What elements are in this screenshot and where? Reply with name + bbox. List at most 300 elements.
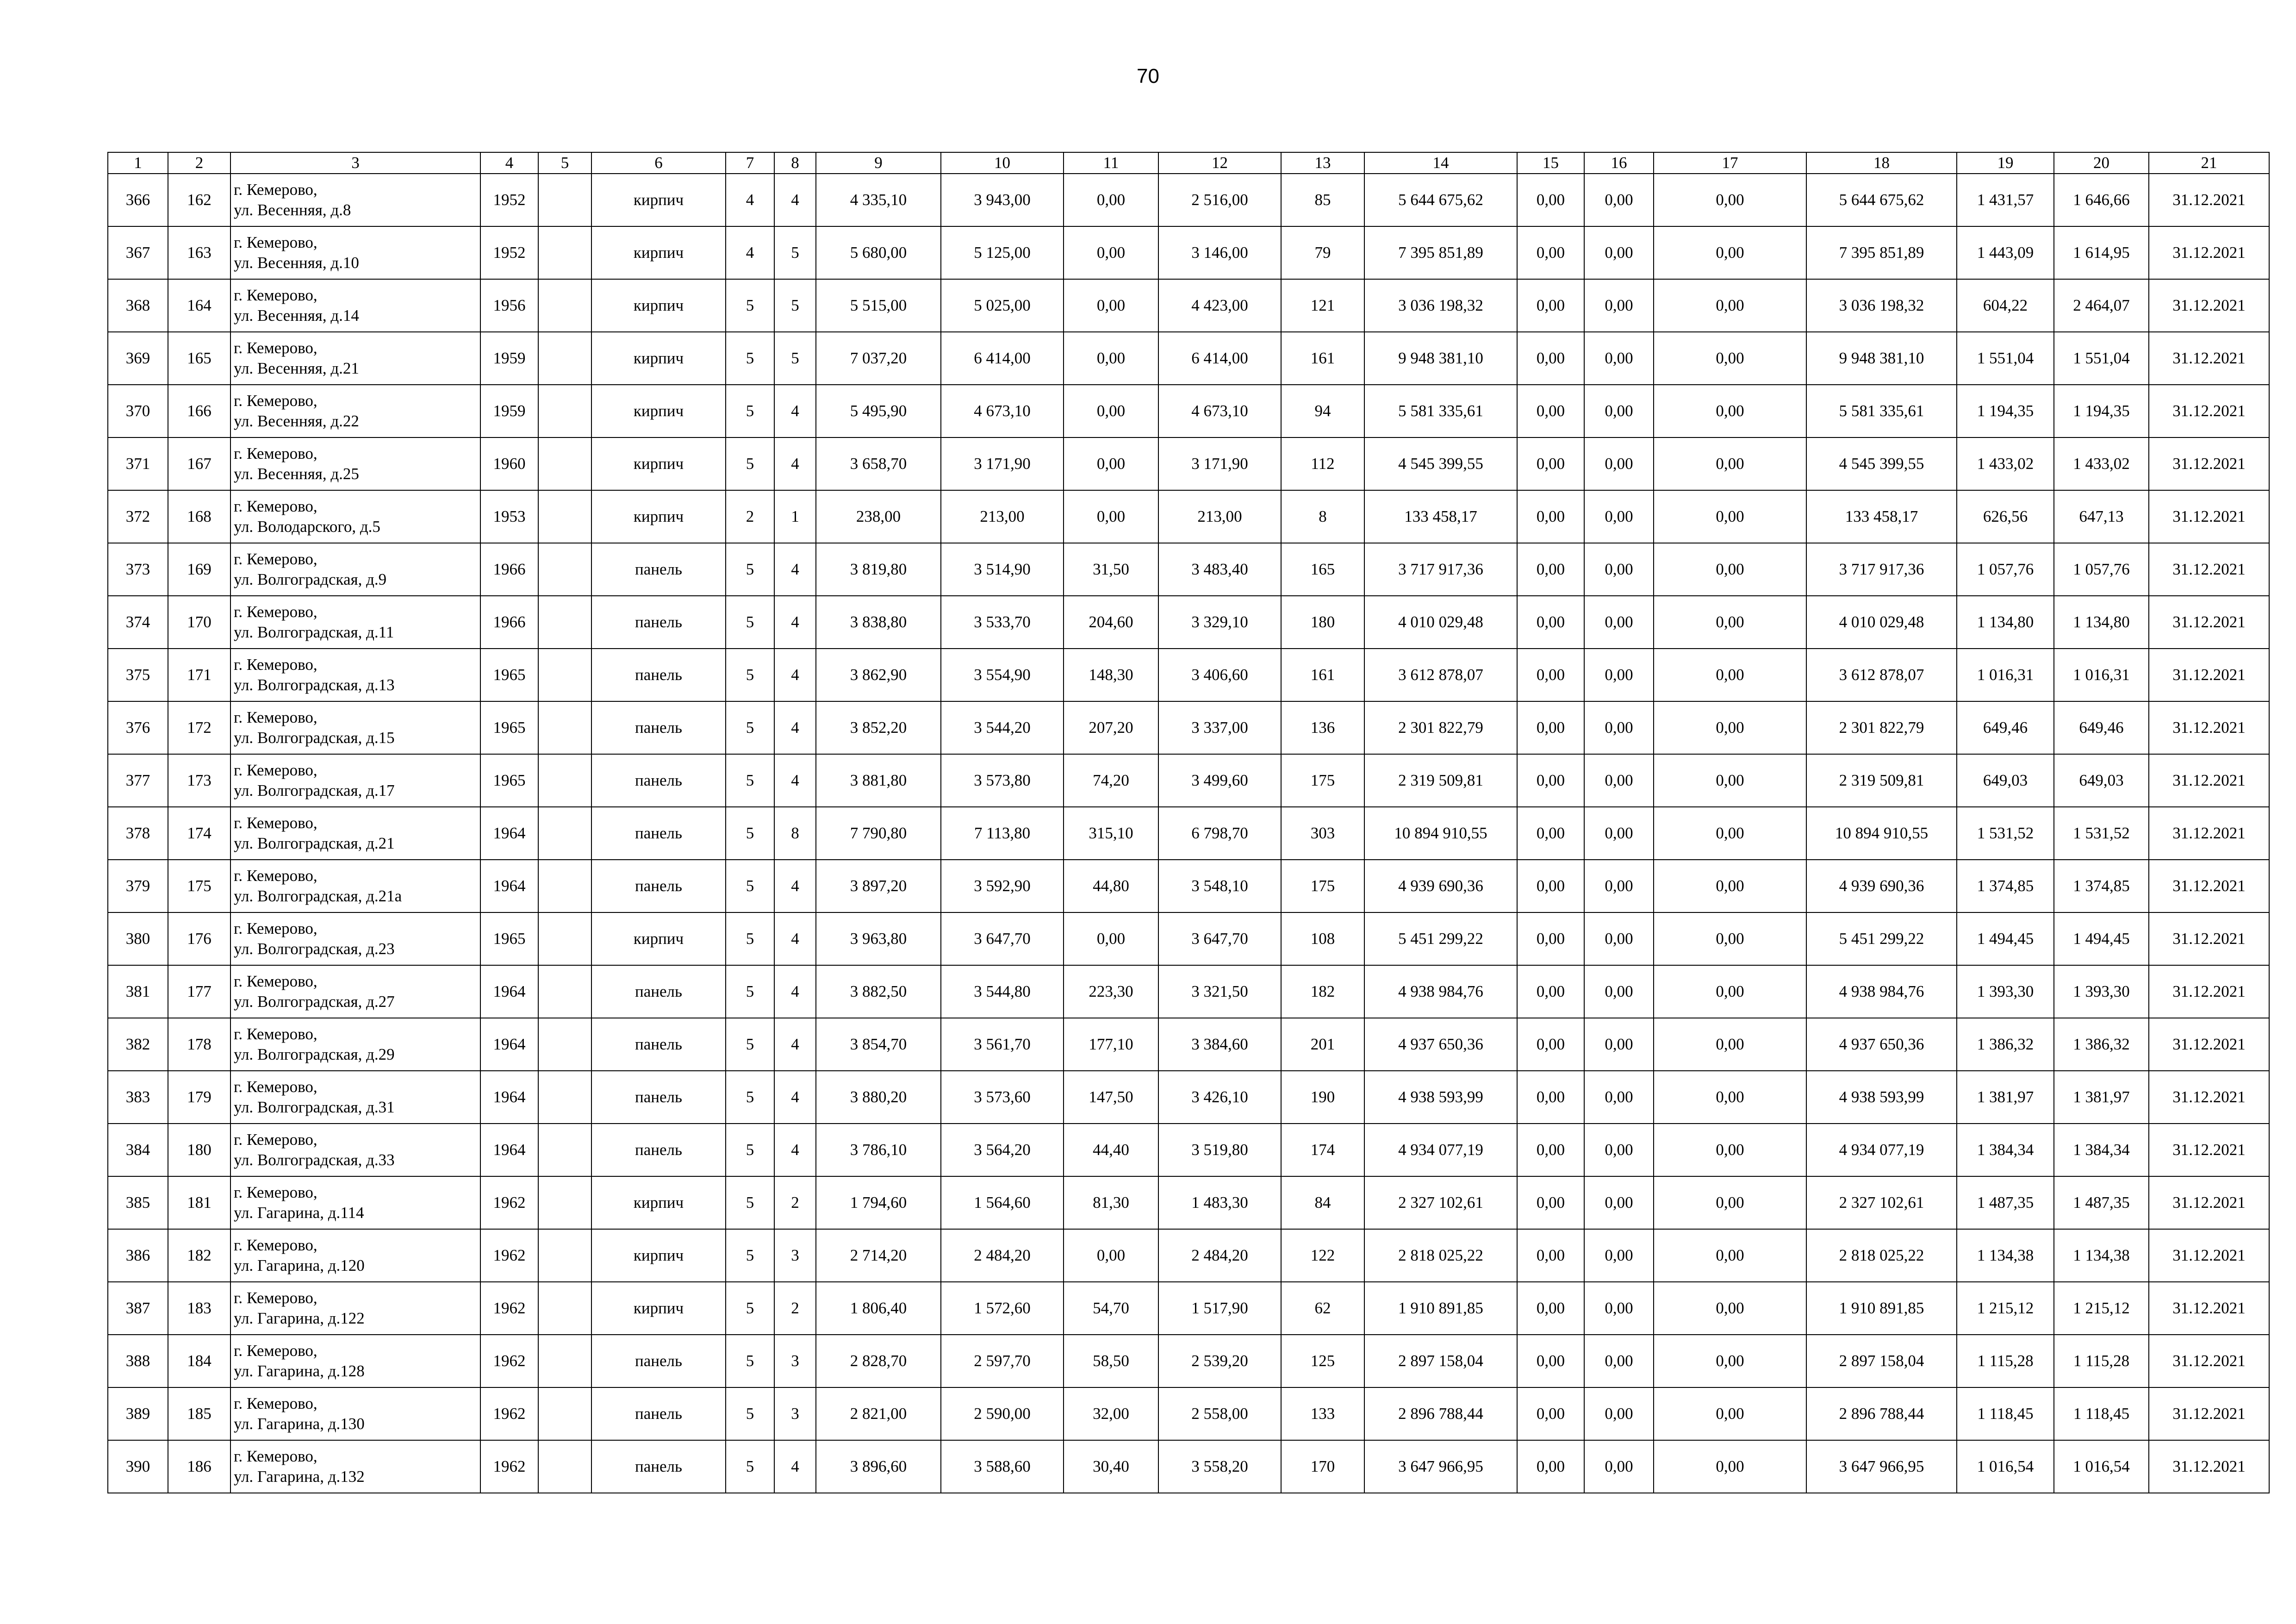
year-built-cell: 1953 — [480, 490, 538, 543]
column-19-cell: 1 431,57 — [1957, 174, 2054, 226]
column-9-cell: 3 880,20 — [816, 1071, 941, 1124]
column-18-cell: 2 319 509,81 — [1806, 754, 1957, 807]
column-16-cell: 0,00 — [1584, 437, 1654, 490]
column-17-cell: 0,00 — [1654, 1387, 1806, 1440]
column-5-cell — [538, 385, 591, 437]
house-id-cell: 177 — [168, 965, 230, 1018]
column-10-cell: 5 125,00 — [941, 226, 1064, 279]
row-number-cell: 383 — [108, 1071, 168, 1124]
column-9-cell: 3 897,20 — [816, 860, 941, 912]
column-13-cell: 122 — [1281, 1229, 1364, 1282]
column-18-cell: 5 451 299,22 — [1806, 912, 1957, 965]
column-17-cell: 0,00 — [1654, 1071, 1806, 1124]
column-header: 13 — [1281, 152, 1364, 174]
year-built-cell: 1964 — [480, 1124, 538, 1176]
column-11-cell: 30,40 — [1064, 1440, 1158, 1493]
column-9-cell: 3 896,60 — [816, 1440, 941, 1493]
column-19-cell: 1 531,52 — [1957, 807, 2054, 860]
address-street: ул. Весенняя, д.22 — [234, 412, 359, 430]
address-cell — [230, 1229, 480, 1282]
row-number-cell: 379 — [108, 860, 168, 912]
floors-cell: 5 — [726, 1229, 774, 1282]
table-row — [108, 385, 2269, 437]
table-row — [108, 1229, 2269, 1282]
floors-cell: 5 — [726, 1018, 774, 1071]
row-number-cell: 373 — [108, 543, 168, 596]
column-12-cell: 3 329,10 — [1158, 596, 1281, 649]
column-19-cell: 1 118,45 — [1957, 1387, 2054, 1440]
column-20-cell: 1 551,04 — [2054, 332, 2149, 385]
column-18-cell: 3 036 198,32 — [1806, 279, 1957, 332]
house-id-cell: 182 — [168, 1229, 230, 1282]
table-row — [108, 1071, 2269, 1124]
column-19-cell: 1 134,38 — [1957, 1229, 2054, 1282]
column-14-cell: 4 010 029,48 — [1364, 596, 1517, 649]
column-18-cell: 3 612 878,07 — [1806, 649, 1957, 701]
column-14-cell: 5 581 335,61 — [1364, 385, 1517, 437]
column-15-cell: 0,00 — [1517, 1071, 1584, 1124]
address-cell — [230, 965, 480, 1018]
column-12-cell: 6 414,00 — [1158, 332, 1281, 385]
date-cell: 31.12.2021 — [2149, 437, 2269, 490]
column-12-cell: 1 517,90 — [1158, 1282, 1281, 1335]
house-id-cell: 170 — [168, 596, 230, 649]
wall-material-cell: панель — [591, 807, 726, 860]
year-built-cell: 1952 — [480, 226, 538, 279]
row-number-cell: 374 — [108, 596, 168, 649]
address-cell — [230, 279, 480, 332]
column-19-cell: 1 115,28 — [1957, 1335, 2054, 1387]
table-row — [108, 279, 2269, 332]
column-13-cell: 174 — [1281, 1124, 1364, 1176]
floors-cell: 5 — [726, 385, 774, 437]
wall-material-cell: кирпич — [591, 912, 726, 965]
column-9-cell: 3 838,80 — [816, 596, 941, 649]
wall-material-cell: кирпич — [591, 332, 726, 385]
column-18-cell: 7 395 851,89 — [1806, 226, 1957, 279]
table-row — [108, 174, 2269, 226]
entrances-cell: 4 — [774, 1440, 816, 1493]
column-17-cell: 0,00 — [1654, 437, 1806, 490]
column-16-cell: 0,00 — [1584, 543, 1654, 596]
column-11-cell: 32,00 — [1064, 1387, 1158, 1440]
column-14-cell: 2 301 822,79 — [1364, 701, 1517, 754]
column-19-cell: 1 016,54 — [1957, 1440, 2054, 1493]
wall-material-cell: панель — [591, 1440, 726, 1493]
address-city: г. Кемерово, — [234, 1183, 317, 1201]
column-18-cell: 5 644 675,62 — [1806, 174, 1957, 226]
entrances-cell: 2 — [774, 1282, 816, 1335]
column-16-cell: 0,00 — [1584, 385, 1654, 437]
date-cell: 31.12.2021 — [2149, 965, 2269, 1018]
column-9-cell: 7 790,80 — [816, 807, 941, 860]
table-row — [108, 1335, 2269, 1387]
column-15-cell: 0,00 — [1517, 754, 1584, 807]
column-18-cell: 3 647 966,95 — [1806, 1440, 1957, 1493]
address-street: ул. Волгоградская, д.11 — [234, 623, 394, 641]
column-12-cell: 3 647,70 — [1158, 912, 1281, 965]
column-20-cell: 649,46 — [2054, 701, 2149, 754]
address-street: ул. Гагарина, д.120 — [234, 1256, 365, 1274]
floors-cell: 5 — [726, 332, 774, 385]
table-row — [108, 965, 2269, 1018]
column-5-cell — [538, 1387, 591, 1440]
row-number-cell: 371 — [108, 437, 168, 490]
year-built-cell: 1959 — [480, 332, 538, 385]
column-15-cell: 0,00 — [1517, 437, 1584, 490]
column-19-cell: 1 057,76 — [1957, 543, 2054, 596]
row-number-cell: 366 — [108, 174, 168, 226]
column-10-cell: 2 484,20 — [941, 1229, 1064, 1282]
column-11-cell: 204,60 — [1064, 596, 1158, 649]
row-number-cell: 385 — [108, 1176, 168, 1229]
table-row — [108, 596, 2269, 649]
year-built-cell: 1959 — [480, 385, 538, 437]
column-20-cell: 1 381,97 — [2054, 1071, 2149, 1124]
column-10-cell: 3 171,90 — [941, 437, 1064, 490]
column-12-cell: 6 798,70 — [1158, 807, 1281, 860]
column-10-cell: 3 647,70 — [941, 912, 1064, 965]
column-5-cell — [538, 596, 591, 649]
address-street: ул. Весенняя, д.14 — [234, 306, 359, 325]
column-17-cell: 0,00 — [1654, 226, 1806, 279]
year-built-cell: 1962 — [480, 1335, 538, 1387]
house-id-cell: 180 — [168, 1124, 230, 1176]
column-17-cell: 0,00 — [1654, 1440, 1806, 1493]
address-city: г. Кемерово, — [234, 550, 317, 568]
house-id-cell: 164 — [168, 279, 230, 332]
column-19-cell: 1 443,09 — [1957, 226, 2054, 279]
table-row — [108, 649, 2269, 701]
address-cell — [230, 1335, 480, 1387]
column-17-cell: 0,00 — [1654, 174, 1806, 226]
floors-cell: 4 — [726, 174, 774, 226]
house-id-cell: 162 — [168, 174, 230, 226]
column-header: 21 — [2149, 152, 2269, 174]
row-number-cell: 388 — [108, 1335, 168, 1387]
column-17-cell: 0,00 — [1654, 1282, 1806, 1335]
row-number-cell: 389 — [108, 1387, 168, 1440]
column-19-cell: 1 386,32 — [1957, 1018, 2054, 1071]
column-14-cell: 2 818 025,22 — [1364, 1229, 1517, 1282]
column-5-cell — [538, 701, 591, 754]
column-15-cell: 0,00 — [1517, 490, 1584, 543]
column-header: 19 — [1957, 152, 2054, 174]
address-cell — [230, 1387, 480, 1440]
entrances-cell: 3 — [774, 1387, 816, 1440]
house-id-cell: 174 — [168, 807, 230, 860]
address-cell — [230, 1176, 480, 1229]
column-11-cell: 0,00 — [1064, 912, 1158, 965]
column-17-cell: 0,00 — [1654, 332, 1806, 385]
column-20-cell: 1 386,32 — [2054, 1018, 2149, 1071]
column-14-cell: 3 036 198,32 — [1364, 279, 1517, 332]
table-row — [108, 1018, 2269, 1071]
column-16-cell: 0,00 — [1584, 332, 1654, 385]
column-15-cell: 0,00 — [1517, 1176, 1584, 1229]
column-20-cell: 647,13 — [2054, 490, 2149, 543]
column-5-cell — [538, 860, 591, 912]
column-header: 9 — [816, 152, 941, 174]
column-12-cell: 3 483,40 — [1158, 543, 1281, 596]
house-id-cell: 178 — [168, 1018, 230, 1071]
column-10-cell: 3 573,60 — [941, 1071, 1064, 1124]
column-10-cell: 4 673,10 — [941, 385, 1064, 437]
column-19-cell: 1 134,80 — [1957, 596, 2054, 649]
column-5-cell — [538, 279, 591, 332]
column-5-cell — [538, 754, 591, 807]
entrances-cell: 4 — [774, 1071, 816, 1124]
date-cell: 31.12.2021 — [2149, 807, 2269, 860]
column-5-cell — [538, 543, 591, 596]
address-cell — [230, 649, 480, 701]
column-17-cell: 0,00 — [1654, 490, 1806, 543]
entrances-cell: 2 — [774, 1176, 816, 1229]
column-10-cell: 3 943,00 — [941, 174, 1064, 226]
column-17-cell: 0,00 — [1654, 1018, 1806, 1071]
column-number-row — [108, 152, 2269, 174]
column-11-cell: 0,00 — [1064, 226, 1158, 279]
year-built-cell: 1964 — [480, 1071, 538, 1124]
year-built-cell: 1962 — [480, 1387, 538, 1440]
column-9-cell: 3 852,20 — [816, 701, 941, 754]
address-city: г. Кемерово, — [234, 1025, 317, 1043]
column-17-cell: 0,00 — [1654, 649, 1806, 701]
column-18-cell: 4 938 984,76 — [1806, 965, 1957, 1018]
address-street: ул. Володарского, д.5 — [234, 518, 380, 536]
house-id-cell: 183 — [168, 1282, 230, 1335]
address-city: г. Кемерово, — [234, 867, 317, 885]
year-built-cell: 1952 — [480, 174, 538, 226]
column-10-cell: 1 572,60 — [941, 1282, 1064, 1335]
column-15-cell: 0,00 — [1517, 279, 1584, 332]
column-9-cell: 3 963,80 — [816, 912, 941, 965]
date-cell: 31.12.2021 — [2149, 385, 2269, 437]
column-13-cell: 161 — [1281, 332, 1364, 385]
address-street: ул. Гагарина, д.128 — [234, 1362, 365, 1380]
address-cell — [230, 543, 480, 596]
column-9-cell: 3 819,80 — [816, 543, 941, 596]
column-16-cell: 0,00 — [1584, 701, 1654, 754]
house-id-cell: 172 — [168, 701, 230, 754]
column-20-cell: 1 384,34 — [2054, 1124, 2149, 1176]
column-19-cell: 1 381,97 — [1957, 1071, 2054, 1124]
column-12-cell: 2 539,20 — [1158, 1335, 1281, 1387]
address-city: г. Кемерово, — [234, 1236, 317, 1254]
column-9-cell: 3 882,50 — [816, 965, 941, 1018]
column-14-cell: 5 644 675,62 — [1364, 174, 1517, 226]
column-9-cell: 1 806,40 — [816, 1282, 941, 1335]
column-14-cell: 133 458,17 — [1364, 490, 1517, 543]
column-11-cell: 0,00 — [1064, 1229, 1158, 1282]
column-10-cell: 2 590,00 — [941, 1387, 1064, 1440]
column-20-cell: 1 374,85 — [2054, 860, 2149, 912]
column-5-cell — [538, 226, 591, 279]
column-13-cell: 125 — [1281, 1335, 1364, 1387]
date-cell: 31.12.2021 — [2149, 860, 2269, 912]
column-12-cell: 1 483,30 — [1158, 1176, 1281, 1229]
address-cell — [230, 1071, 480, 1124]
date-cell: 31.12.2021 — [2149, 649, 2269, 701]
column-header: 2 — [168, 152, 230, 174]
column-17-cell: 0,00 — [1654, 1124, 1806, 1176]
entrances-cell: 4 — [774, 1124, 816, 1176]
column-15-cell: 0,00 — [1517, 1229, 1584, 1282]
year-built-cell: 1966 — [480, 596, 538, 649]
row-number-cell: 372 — [108, 490, 168, 543]
column-20-cell: 1 134,38 — [2054, 1229, 2149, 1282]
column-20-cell: 1 057,76 — [2054, 543, 2149, 596]
house-id-cell: 167 — [168, 437, 230, 490]
column-header: 7 — [726, 152, 774, 174]
year-built-cell: 1964 — [480, 965, 538, 1018]
column-10-cell: 3 564,20 — [941, 1124, 1064, 1176]
column-14-cell: 2 896 788,44 — [1364, 1387, 1517, 1440]
column-15-cell: 0,00 — [1517, 226, 1584, 279]
column-20-cell: 1 393,30 — [2054, 965, 2149, 1018]
column-18-cell: 4 938 593,99 — [1806, 1071, 1957, 1124]
column-10-cell: 2 597,70 — [941, 1335, 1064, 1387]
column-12-cell: 2 558,00 — [1158, 1387, 1281, 1440]
column-15-cell: 0,00 — [1517, 1282, 1584, 1335]
column-5-cell — [538, 807, 591, 860]
column-12-cell: 3 426,10 — [1158, 1071, 1281, 1124]
address-city: г. Кемерово, — [234, 919, 317, 937]
wall-material-cell: кирпич — [591, 279, 726, 332]
column-19-cell: 626,56 — [1957, 490, 2054, 543]
wall-material-cell: панель — [591, 596, 726, 649]
year-built-cell: 1962 — [480, 1282, 538, 1335]
row-number-cell: 386 — [108, 1229, 168, 1282]
column-16-cell: 0,00 — [1584, 1282, 1654, 1335]
column-16-cell: 0,00 — [1584, 965, 1654, 1018]
address-city: г. Кемерово, — [234, 392, 317, 410]
column-11-cell: 0,00 — [1064, 332, 1158, 385]
house-id-cell: 166 — [168, 385, 230, 437]
address-street: ул. Волгоградская, д.29 — [234, 1045, 395, 1063]
row-number-cell: 377 — [108, 754, 168, 807]
entrances-cell: 4 — [774, 437, 816, 490]
address-cell — [230, 1018, 480, 1071]
floors-cell: 5 — [726, 965, 774, 1018]
column-10-cell: 3 561,70 — [941, 1018, 1064, 1071]
column-13-cell: 175 — [1281, 860, 1364, 912]
column-20-cell: 2 464,07 — [2054, 279, 2149, 332]
floors-cell: 5 — [726, 1071, 774, 1124]
column-13-cell: 165 — [1281, 543, 1364, 596]
entrances-cell: 4 — [774, 912, 816, 965]
column-header: 6 — [591, 152, 726, 174]
floors-cell: 5 — [726, 1176, 774, 1229]
column-5-cell — [538, 332, 591, 385]
column-20-cell: 1 614,95 — [2054, 226, 2149, 279]
date-cell: 31.12.2021 — [2149, 226, 2269, 279]
column-9-cell: 3 854,70 — [816, 1018, 941, 1071]
address-city: г. Кемерово, — [234, 1447, 317, 1465]
column-9-cell: 3 862,90 — [816, 649, 941, 701]
address-city: г. Кемерово, — [234, 339, 317, 357]
entrances-cell: 8 — [774, 807, 816, 860]
address-street: ул. Гагарина, д.130 — [234, 1415, 365, 1433]
column-13-cell: 121 — [1281, 279, 1364, 332]
entrances-cell: 4 — [774, 385, 816, 437]
column-15-cell: 0,00 — [1517, 385, 1584, 437]
row-number-cell: 382 — [108, 1018, 168, 1071]
column-header: 10 — [941, 152, 1064, 174]
column-20-cell: 1 215,12 — [2054, 1282, 2149, 1335]
column-5-cell — [538, 437, 591, 490]
column-header: 11 — [1064, 152, 1158, 174]
column-11-cell: 223,30 — [1064, 965, 1158, 1018]
column-header: 3 — [230, 152, 480, 174]
column-header: 1 — [108, 152, 168, 174]
table-row — [108, 1387, 2269, 1440]
column-5-cell — [538, 174, 591, 226]
column-13-cell: 175 — [1281, 754, 1364, 807]
column-16-cell: 0,00 — [1584, 807, 1654, 860]
column-14-cell: 5 451 299,22 — [1364, 912, 1517, 965]
table-row — [108, 1176, 2269, 1229]
column-header: 4 — [480, 152, 538, 174]
column-12-cell: 4 673,10 — [1158, 385, 1281, 437]
column-14-cell: 10 894 910,55 — [1364, 807, 1517, 860]
column-16-cell: 0,00 — [1584, 490, 1654, 543]
column-19-cell: 1 494,45 — [1957, 912, 2054, 965]
column-14-cell: 4 934 077,19 — [1364, 1124, 1517, 1176]
wall-material-cell: кирпич — [591, 1282, 726, 1335]
column-19-cell: 1 215,12 — [1957, 1282, 2054, 1335]
house-id-cell: 163 — [168, 226, 230, 279]
house-id-cell: 171 — [168, 649, 230, 701]
column-16-cell: 0,00 — [1584, 912, 1654, 965]
entrances-cell: 4 — [774, 860, 816, 912]
year-built-cell: 1965 — [480, 701, 538, 754]
row-number-cell: 387 — [108, 1282, 168, 1335]
table-row — [108, 701, 2269, 754]
row-number-cell: 368 — [108, 279, 168, 332]
address-city: г. Кемерово, — [234, 603, 317, 621]
column-5-cell — [538, 1440, 591, 1493]
entrances-cell: 3 — [774, 1335, 816, 1387]
row-number-cell: 381 — [108, 965, 168, 1018]
column-10-cell: 3 554,90 — [941, 649, 1064, 701]
column-5-cell — [538, 490, 591, 543]
date-cell: 31.12.2021 — [2149, 1176, 2269, 1229]
floors-cell: 5 — [726, 543, 774, 596]
address-street: ул. Весенняя, д.10 — [234, 254, 359, 272]
column-18-cell: 3 717 917,36 — [1806, 543, 1957, 596]
column-10-cell: 213,00 — [941, 490, 1064, 543]
column-9-cell: 238,00 — [816, 490, 941, 543]
column-19-cell: 649,03 — [1957, 754, 2054, 807]
column-9-cell: 2 821,00 — [816, 1387, 941, 1440]
column-11-cell: 177,10 — [1064, 1018, 1158, 1071]
column-20-cell: 1 118,45 — [2054, 1387, 2149, 1440]
column-16-cell: 0,00 — [1584, 1071, 1654, 1124]
column-13-cell: 112 — [1281, 437, 1364, 490]
column-20-cell: 1 487,35 — [2054, 1176, 2149, 1229]
column-9-cell: 5 495,90 — [816, 385, 941, 437]
column-18-cell: 2 301 822,79 — [1806, 701, 1957, 754]
address-city: г. Кемерово, — [234, 1078, 317, 1096]
column-16-cell: 0,00 — [1584, 1018, 1654, 1071]
column-10-cell: 1 564,60 — [941, 1176, 1064, 1229]
column-5-cell — [538, 1018, 591, 1071]
column-19-cell: 649,46 — [1957, 701, 2054, 754]
column-13-cell: 62 — [1281, 1282, 1364, 1335]
column-11-cell: 0,00 — [1064, 490, 1158, 543]
table-row — [108, 1440, 2269, 1493]
